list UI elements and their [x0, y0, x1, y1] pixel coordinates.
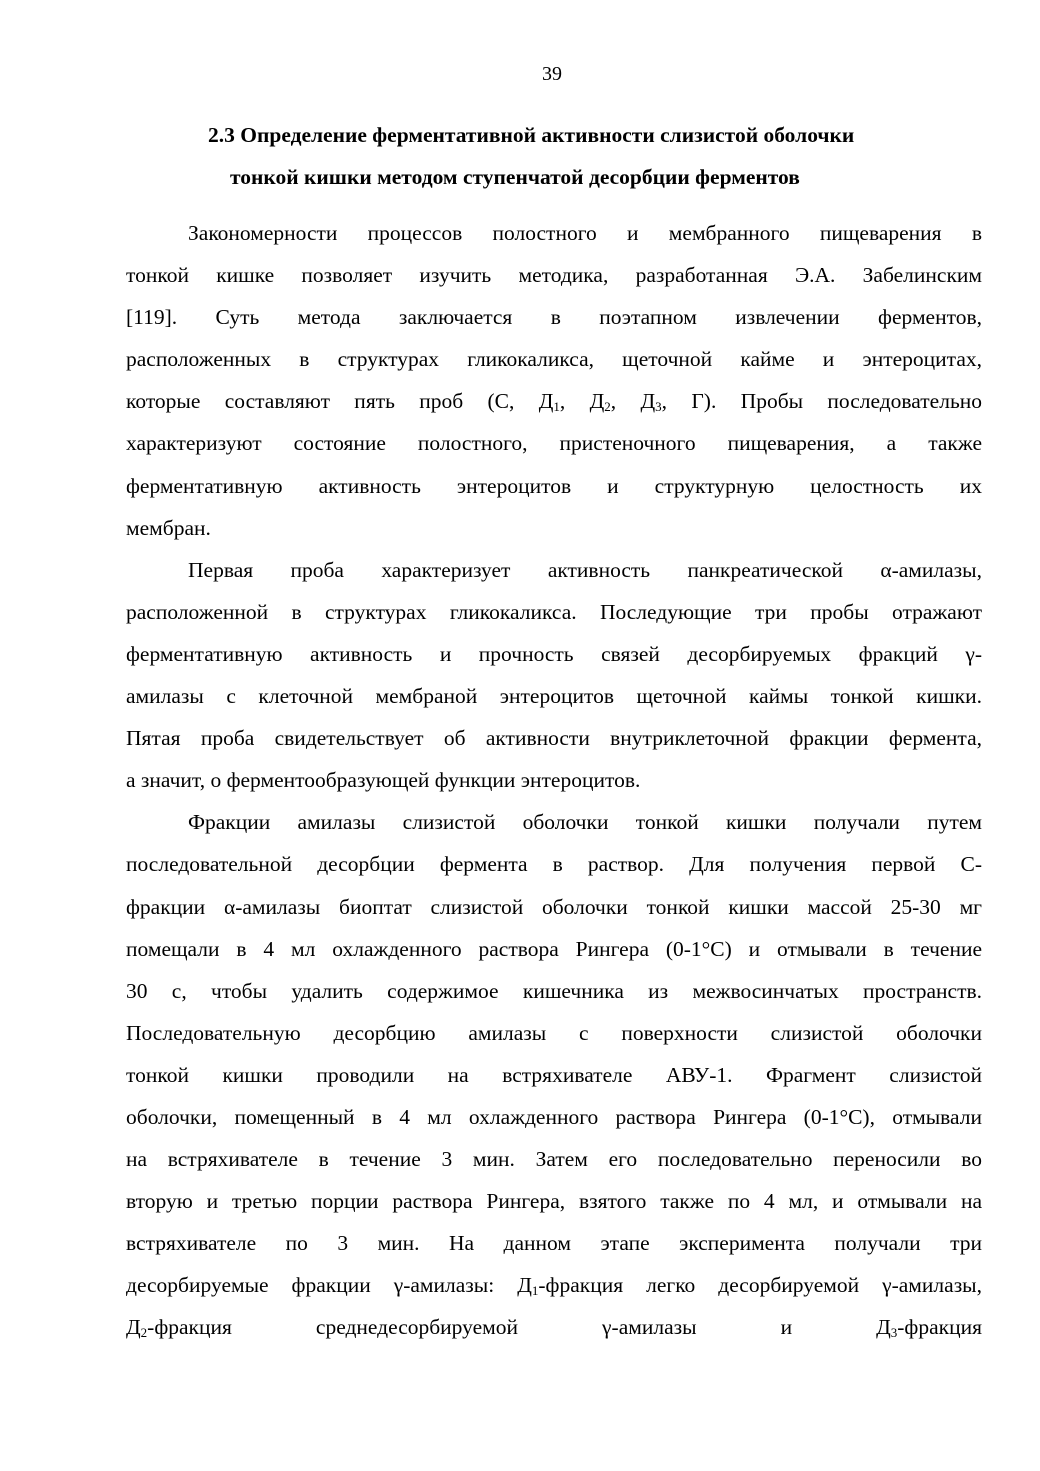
text-line: Последовательную десорбцию амилазы с поверхности слизистой оболочки [126, 1020, 982, 1045]
page-number: 39 [542, 63, 562, 85]
body-text [126, 212, 982, 1349]
text-line: Закономерности процессов полостного и мембранного пищеварения в [188, 221, 982, 245]
text-line: оболочки, помещенный в 4 мл охлажденного раствора Рингера (0-1°С), отмывали [126, 1104, 982, 1129]
text-line: 30 с, чтобы удалить содержимое кишечника из межвосинчатых пространств. [126, 978, 982, 1003]
text-line: встряхивателе по 3 мин. На данном этапе эксперимента получали три [126, 1231, 982, 1256]
text-line: характеризуют состояние полостного, пристеночного пищеварения, а также [126, 431, 982, 456]
text-line: последовательной десорбции фермента в раствор. Для получения первой С- [126, 852, 982, 877]
text-line: [119]. Суть метода заключается в поэтапном извлечении ферментов, [126, 305, 982, 330]
text-line: вторую и третью порции раствора Рингера, взятого также по 4 мл, и отмывали на [126, 1189, 982, 1214]
text-line: которые составляют пять проб (С, $Д_1$, $Д_2$, $Д_3$, Г). Пробы последовательно [126, 389, 983, 415]
text-line: фракции α-амилазы биоптат слизистой оболочки тонкой кишки массой 25-30 мг [126, 894, 982, 919]
text-line: Пятая проба свидетельствует об активности внутриклеточной фракции фермента, [126, 726, 982, 751]
text-line: амилазы с клеточной мембраной энтероцитов щеточной каймы тонкой кишки. [126, 684, 982, 709]
text-line: а значит, о ферментообразующей функции энтероцитов. [126, 768, 641, 793]
text-line: ферментативную активность энтероцитов и структурную целостность их [126, 473, 982, 498]
heading-line: тонкой кишки методом ступенчатой десорбции ферментов [230, 165, 800, 189]
text-line: тонкой кишки проводили на встряхивателе АВУ-1. Фрагмент слизистой [126, 1062, 982, 1087]
text-line: на встряхивателе в течение 3 мин. Затем его последовательно переносили во [126, 1147, 982, 1172]
text-line: помещали в 4 мл охлажденного раствора Рингера (0-1°С) и отмывали в течение [126, 936, 982, 961]
text-line: Фракции амилазы слизистой оболочки тонкой кишки получали путем [188, 810, 982, 835]
text-line: расположенных в структурах гликокаликса, щеточной кайме и энтероцитах, [126, 347, 982, 372]
text-line: ферментативную активность и прочность связей десорбируемых фракций γ- [126, 641, 982, 666]
text-line: десорбируемые фракции γ-амилазы: $Д_1$-фракция легко десорбируемой γ-амилазы, [126, 1273, 983, 1299]
text-line: Первая проба характеризует активность панкреатической α-амилазы, [188, 557, 982, 582]
section-heading [126, 114, 982, 198]
text-line: тонкой кишке позволяет изучить методика, разработанная Э.А. Забелинским [126, 263, 982, 288]
heading-line: 2.3 Определение ферментативной активности слизистой оболочки [208, 123, 855, 147]
text-line: расположенной в структурах гликокаликса. Последующие три пробы отражают [126, 599, 982, 624]
text-line: $Д_2$-фракция среднедесорбируемой γ-амилазы и $Д_3$-фракция [126, 1315, 982, 1341]
text-line: мембран. [126, 515, 211, 540]
